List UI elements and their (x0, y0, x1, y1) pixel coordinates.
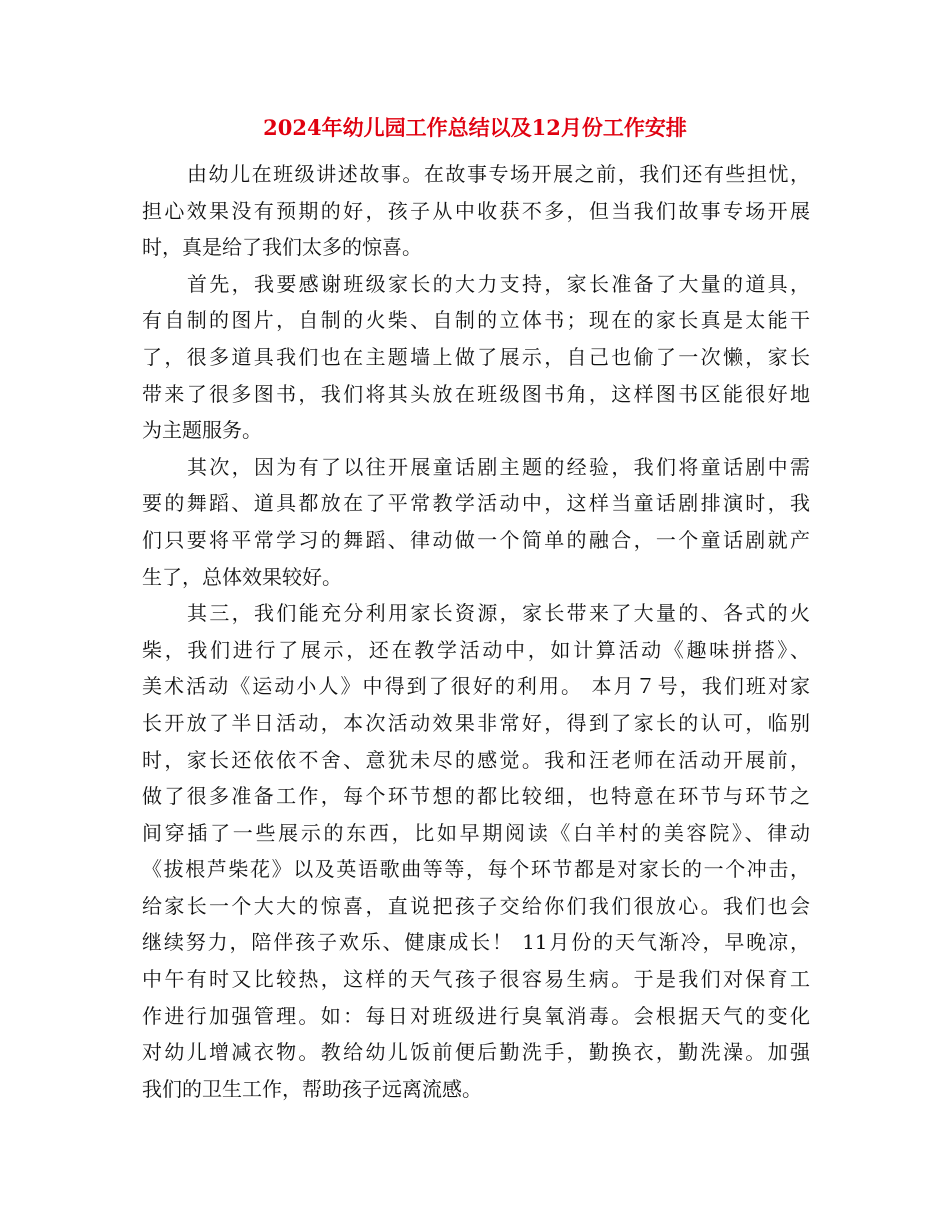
text-line: 给家长一个大大的惊喜，直说把孩子交给你们我们很放心。我们也会 (142, 893, 810, 918)
text-line: 生了，总体效果较好。 (142, 564, 342, 589)
text-line: 对幼儿增减衣物。教给幼儿饭前便后勤洗手，勤换衣，勤洗澡。加强 (142, 1040, 810, 1065)
paragraph (142, 156, 810, 266)
text-line: 担心效果没有预期的好，孩子从中收获不多，但当我们故事专场开展 (142, 198, 810, 223)
text-line: 时，真是给了我们太多的惊喜。 (142, 235, 422, 260)
text-line: 我们的卫生工作，帮助孩子远离流感。 (142, 1076, 482, 1101)
paragraph (142, 595, 810, 1107)
text-line: 其三，我们能充分利用家长资源，家长带来了大量的、各式的火 (187, 601, 810, 626)
text-line: 首先，我要感谢班级家长的大力支持，家长准备了大量的道具， (187, 271, 810, 296)
text-line: 间穿插了一些展示的东西，比如早期阅读《白羊村的美容院》、律动 (142, 820, 810, 845)
text-line: 中午有时又比较热，这样的天气孩子很容易生病。于是我们对保育工 (142, 967, 810, 992)
paragraph (142, 266, 810, 449)
text-line: 长开放了半日活动，本次活动效果非常好，得到了家长的认可，临别 (142, 710, 810, 735)
text-line: 由幼儿在班级讲述故事。在故事专场开展之前，我们还有些担忧， (187, 162, 810, 186)
document-body (142, 156, 810, 1107)
paragraph (142, 449, 810, 595)
text-line: 了，很多道具我们也在主题墙上做了展示，自己也偷了一次懒，家长 (142, 344, 810, 369)
text-line: 时，家长还依依不舍、意犹未尽的感觉。我和汪老师在活动开展前， (142, 747, 810, 772)
text-line: 带来了很多图书，我们将其头放在班级图书角，这样图书区能很好地 (142, 381, 810, 406)
text-line: 继续努力，陪伴孩子欢乐、健康成长！ 11月份的天气渐冷，早晚凉， (142, 930, 810, 955)
text-line: 《拔根芦柴花》以及英语歌曲等等，每个环节都是对家长的一个冲击， (142, 857, 810, 882)
text-line: 作进行加强管理。如：每日对班级进行臭氧消毒。会根据天气的变化 (142, 1003, 810, 1028)
text-line: 其次，因为有了以往开展童话剧主题的经验，我们将童话剧中需 (187, 454, 810, 479)
text-line: 做了很多准备工作，每个环节想的都比较细，也特意在环节与环节之 (142, 784, 810, 809)
text-line: 为主题服务。 (142, 418, 262, 443)
text-line: 美术活动《运动小人》中得到了很好的利用。 本月７号，我们班对家 (142, 674, 810, 699)
text-line: 柴，我们进行了展示，还在教学活动中，如计算活动《趣味拼搭》、 (142, 637, 810, 662)
text-line: 要的舞蹈、道具都放在了平常教学活动中，这样当童话剧排演时，我 (142, 491, 810, 516)
text-line: 有自制的图片，自制的火柴、自制的立体书；现在的家长真是太能干 (142, 308, 810, 333)
text-line: 们只要将平常学习的舞蹈、律动做一个简单的融合，一个童话剧就产 (142, 527, 810, 552)
document-title: 2024年幼儿园工作总结以及12月份工作安排 (263, 115, 687, 140)
